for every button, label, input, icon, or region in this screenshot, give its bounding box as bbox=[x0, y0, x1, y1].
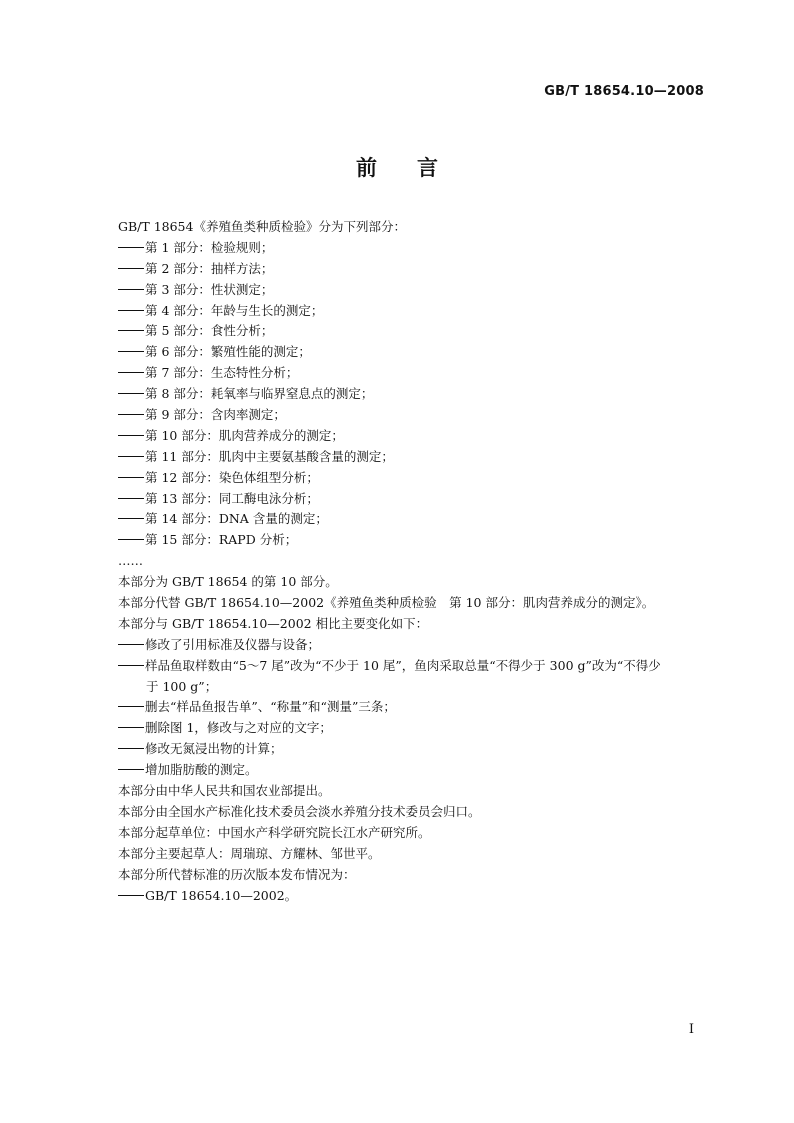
dash-marker bbox=[118, 477, 144, 478]
parts-list bbox=[118, 238, 710, 551]
dash-marker bbox=[118, 268, 144, 269]
list-item: 第 4 部分：年龄与生长的测定； bbox=[118, 301, 710, 322]
list-item-continuation: 于 100 g”； bbox=[146, 678, 218, 694]
statement-drafters: 本部分主要起草人：周瑞琼、方耀林、邹世平。 bbox=[118, 845, 381, 861]
list-item: 第 7 部分：生态特性分析； bbox=[118, 363, 710, 384]
list-item: 第 13 部分：同工酶电泳分析； bbox=[118, 489, 710, 510]
dash-marker bbox=[118, 351, 144, 352]
list-item: GB/T 18654.10—2002。 bbox=[118, 886, 710, 907]
dash-marker bbox=[118, 748, 144, 749]
dash-marker bbox=[118, 539, 144, 540]
dash-marker bbox=[118, 289, 144, 290]
list-item: 第 12 部分：染色体组型分析； bbox=[118, 468, 710, 489]
statement-history-intro: 本部分所代替标准的历次版本发布情况为： bbox=[118, 866, 356, 882]
list-item: 第 10 部分：肌肉营养成分的测定； bbox=[118, 426, 710, 447]
list-item: 第 5 部分：食性分析； bbox=[118, 321, 710, 342]
statement-drafting-unit: 本部分起草单位：中国水产科学研究院长江水产研究所。 bbox=[118, 824, 431, 840]
dash-marker bbox=[118, 372, 144, 373]
dash-marker bbox=[118, 665, 144, 666]
list-item: 修改了引用标准及仪器与设备； bbox=[118, 635, 710, 656]
list-item: 第 8 部分：耗氧率与临界窒息点的测定； bbox=[118, 384, 710, 405]
list-item: 第 11 部分：肌肉中主要氨基酸含量的测定； bbox=[118, 447, 710, 468]
dash-marker bbox=[118, 456, 144, 457]
statement-proposed-by: 本部分由中华人民共和国农业部提出。 bbox=[118, 783, 331, 799]
list-item: 增加脂肪酸的测定。 bbox=[118, 760, 710, 781]
statement-replaces: 本部分代替 GB/T 18654.10—2002《养殖鱼类种质检验 第 10 部分：肌肉营养成分的测定》。 bbox=[118, 595, 655, 611]
list-item: 删除图 1，修改与之对应的文字； bbox=[118, 718, 710, 739]
foreword-body bbox=[118, 217, 710, 906]
list-item: 第 1 部分：检验规则； bbox=[118, 238, 710, 259]
dash-marker bbox=[118, 414, 144, 415]
dash-marker bbox=[118, 518, 144, 519]
list-item: 第 2 部分：抽样方法； bbox=[118, 259, 710, 280]
standard-code: GB/T 18654.10—2008 bbox=[544, 84, 704, 99]
dash-marker bbox=[118, 895, 144, 896]
dash-marker bbox=[118, 644, 144, 645]
dash-marker bbox=[118, 310, 144, 311]
dash-marker bbox=[118, 435, 144, 436]
dash-marker bbox=[118, 706, 144, 707]
ellipsis: …… bbox=[118, 553, 143, 569]
list-item: 第 9 部分：含肉率测定； bbox=[118, 405, 710, 426]
dash-marker bbox=[118, 769, 144, 770]
intro-line: GB/T 18654《养殖鱼类种质检验》分为下列部分： bbox=[118, 219, 406, 234]
list-item: 删去“样品鱼报告单”、“称量”和“测量”三条； bbox=[118, 697, 710, 718]
statement-part-number: 本部分为 GB/T 18654 的第 10 部分。 bbox=[118, 574, 338, 590]
dash-marker bbox=[118, 727, 144, 728]
list-item: 第 15 部分：RAPD 分析； bbox=[118, 530, 710, 551]
dash-marker bbox=[118, 393, 144, 394]
dash-marker bbox=[118, 330, 144, 331]
list-item: 样品鱼取样数由“5～7 尾”改为“不少于 10 尾”，鱼肉采取总量“不得少于 300 g”改为“不得少 bbox=[118, 656, 710, 677]
page-number: I bbox=[688, 1022, 694, 1037]
statement-administered-by: 本部分由全国水产标准化技术委员会淡水养殖分技术委员会归口。 bbox=[118, 803, 481, 819]
list-item: 第 3 部分：性状测定； bbox=[118, 280, 710, 301]
list-item: 第 14 部分：DNA 含量的测定； bbox=[118, 509, 710, 530]
list-item: 修改无氮浸出物的计算； bbox=[118, 739, 710, 760]
statement-changes-intro: 本部分与 GB/T 18654.10—2002 相比主要变化如下： bbox=[118, 615, 429, 631]
changes-list bbox=[118, 635, 710, 781]
dash-marker bbox=[118, 247, 144, 248]
page-title: 前言 bbox=[356, 156, 478, 180]
dash-marker bbox=[118, 498, 144, 499]
list-item: 第 6 部分：繁殖性能的测定； bbox=[118, 342, 710, 363]
